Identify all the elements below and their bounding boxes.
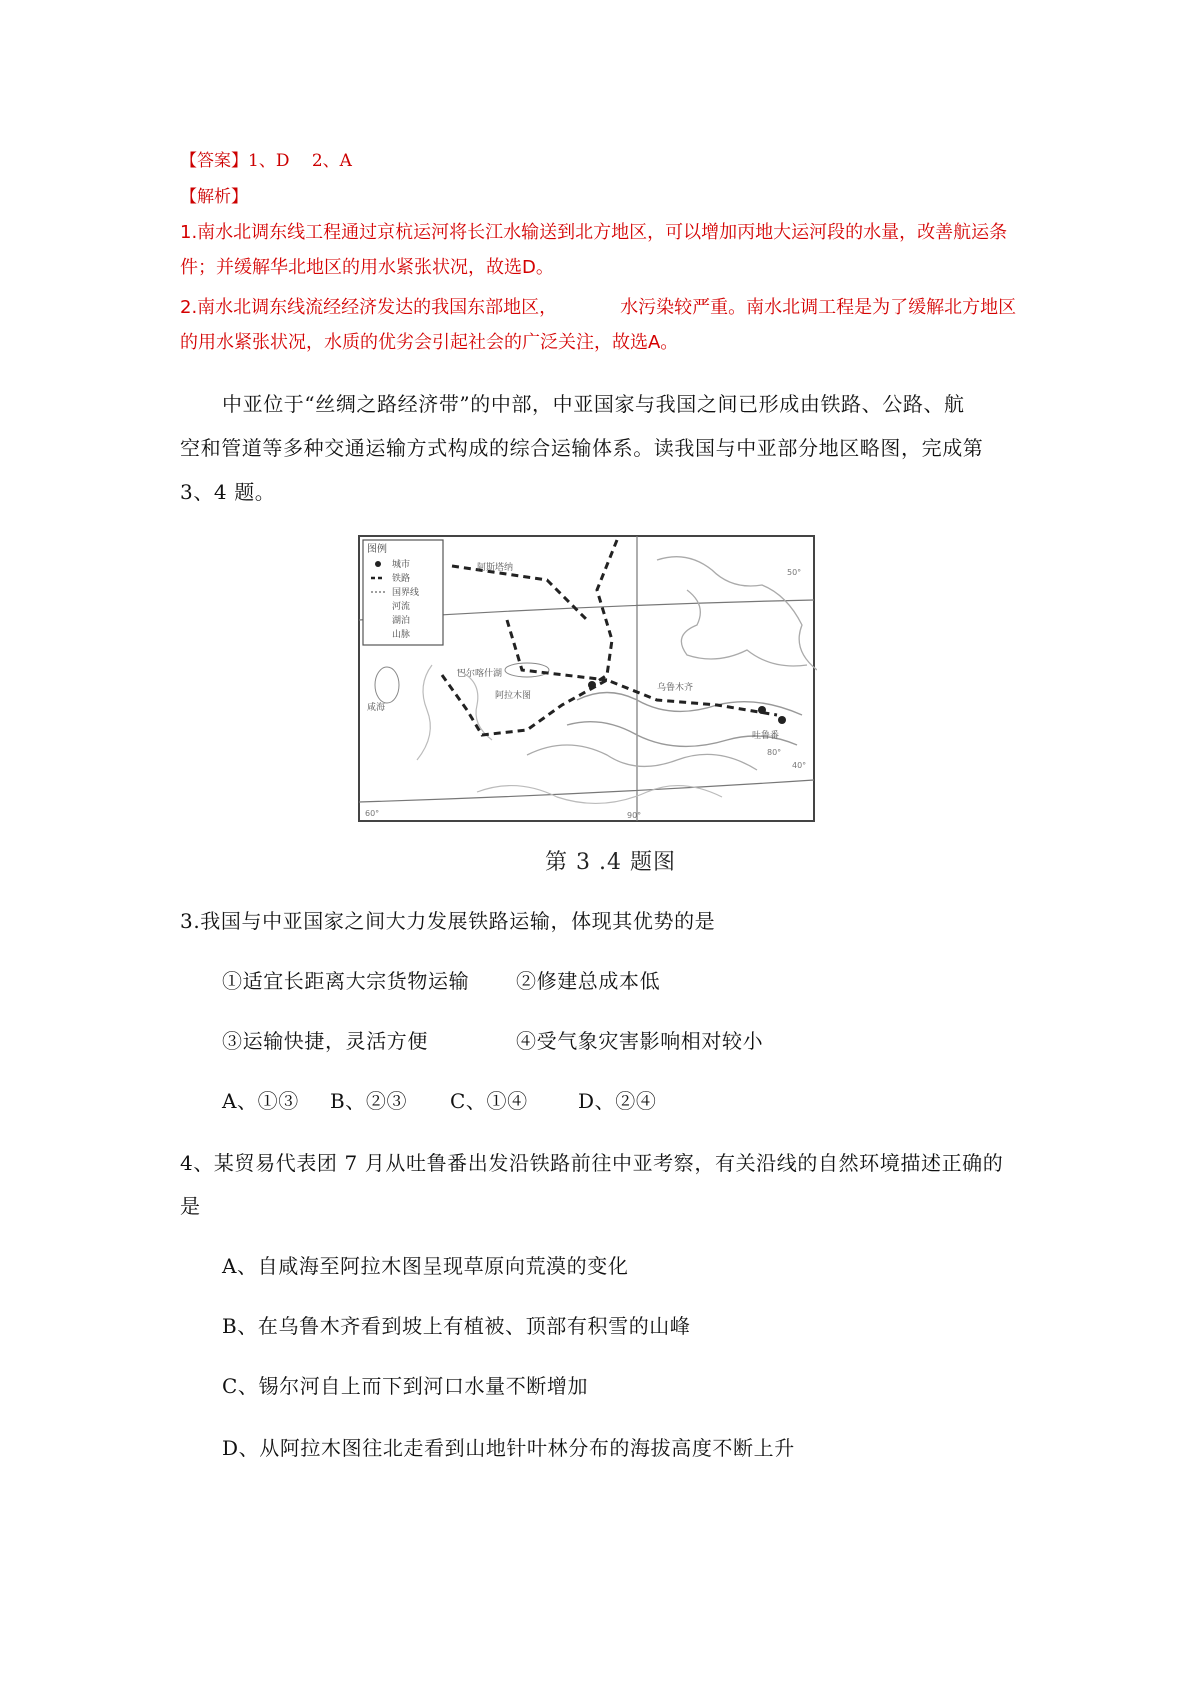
place-label: 乌鲁木齐 [657, 683, 694, 693]
map-caption: 第 3 .4 题图 [545, 850, 676, 875]
q3-option: ④受气象灾害影响相对较小 [516, 1029, 764, 1053]
q3-option: ③运输快捷，灵活方便 [222, 1029, 428, 1053]
mountain-contour [527, 745, 757, 770]
railway-line [452, 566, 587, 620]
parallel-line [359, 780, 814, 802]
q3-option: ②修建总成本低 [516, 969, 661, 993]
river-line [417, 665, 432, 760]
analysis-line: 件；并缓解华北地区的用水紧张状况，故选D。 [180, 257, 554, 278]
q3-stem: 3.我国与中亚国家之间大力发展铁路运输，体现其优势的是 [180, 909, 716, 933]
q3-choice: A、①③ [222, 1089, 299, 1113]
legend-item: 铁路 [392, 574, 411, 584]
railway-line [442, 675, 777, 735]
intro-line: 空和管道等多种交通运输方式构成的综合运输体系。读我国与中亚部分地区略图，完成第 [180, 436, 984, 460]
legend-item: 山脉 [392, 630, 411, 640]
place-label: 咸海 [367, 703, 386, 713]
city-dot [758, 706, 766, 714]
place-label: 巴尔喀什湖 [457, 669, 503, 679]
railway-line [507, 620, 607, 680]
city-dot [778, 716, 786, 724]
q4-option: A、自咸海至阿拉木图呈现草原向荒漠的变化 [222, 1254, 629, 1278]
intro-line: 3、4 题。 [180, 480, 276, 504]
place-label: 吐鲁番 [752, 731, 780, 741]
legend-title: 图例 [367, 544, 387, 555]
central-asia-map [357, 530, 817, 830]
legend-item: 湖泊 [392, 616, 411, 626]
place-label: 阿斯塔纳 [477, 563, 514, 573]
q3-choice: C、①④ [450, 1089, 528, 1113]
legend-item: 河流 [392, 602, 411, 612]
legend-item: 国界线 [392, 588, 420, 598]
q4-option: C、锡尔河自上而下到河口水量不断增加 [222, 1374, 589, 1398]
railway-line [592, 540, 617, 685]
city-dot [588, 681, 596, 689]
analysis-line: 的用水紧张状况，水质的优劣会引起社会的广泛关注，故选A。 [180, 332, 679, 353]
degree-label: 50° [787, 568, 802, 577]
answer-label: 【答案】1、D 2、A [180, 151, 352, 171]
degree-label: 60° [365, 809, 380, 818]
lake-shape [375, 667, 399, 703]
degree-label: 90° [627, 811, 642, 820]
degree-label: 80° [767, 748, 782, 757]
place-label: 阿拉木图 [495, 691, 532, 701]
q3-choice: B、②③ [330, 1089, 408, 1113]
q4-option: B、在乌鲁木齐看到坡上有植被、顶部有积雪的山峰 [222, 1314, 691, 1338]
analysis-label: 【解析】 [180, 187, 248, 207]
lake-shape [505, 663, 549, 677]
analysis-line: 2.南水北调东线流经经济发达的我国东部地区， 水污染较严重。南水北调工程是为了缓解北方地区 [180, 297, 1017, 318]
map-drawing [357, 530, 817, 830]
q4-stem: 4、某贸易代表团 7 月从吐鲁番出发沿铁路前往中亚考察，有关沿线的自然环境描述正确的 [180, 1151, 1004, 1175]
analysis-line: 1.南水北调东线工程通过京杭运河将长江水输送到北方地区，可以增加丙地大运河段的水量，改善航运条 [180, 222, 1008, 243]
legend-item: 城市 [392, 560, 411, 570]
q4-option: D、从阿拉木图往北走看到山地针叶林分布的海拔高度不断上升 [222, 1436, 795, 1460]
mountain-contour [577, 693, 802, 716]
degree-label: 40° [792, 761, 807, 770]
legend-city-symbol [375, 561, 381, 567]
q4-stem: 是 [180, 1194, 201, 1218]
q3-choice: D、②④ [578, 1089, 657, 1113]
intro-line: 中亚位于“丝绸之路经济带”的中部，中亚国家与我国之间已形成由铁路、公路、航 [222, 392, 965, 416]
q3-option: ①适宜长距离大宗货物运输 [222, 969, 470, 993]
